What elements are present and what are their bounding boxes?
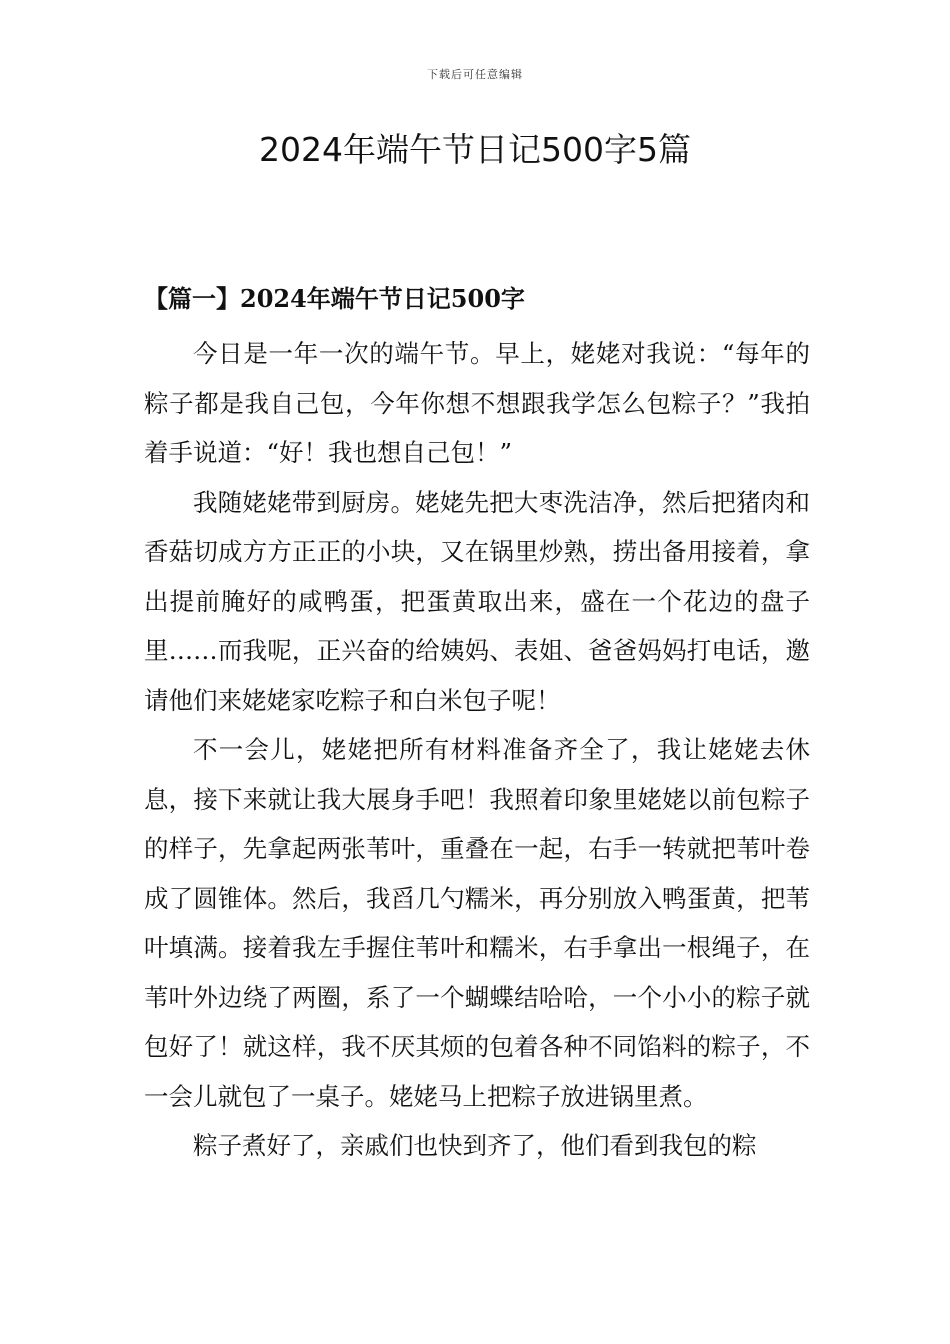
header-note: 下载后可任意编辑 [427,68,523,81]
document-body [144,329,810,1171]
paragraph: 我随姥姥带到厨房。姥姥先把大枣洗洁净，然后把猪肉和香菇切成方方正正的小块，又在锅里炒熟，捞出备用接着，拿出提前腌好的咸鸭蛋，把蛋黄取出来，盛在一个花边的盘子里……而我呢，正兴奋的给姨妈、表姐、爸爸妈妈打电话，邀请他们来姥姥家吃粽子和白米包子呢！ [144,487,810,715]
paragraph: 不一会儿，姥姥把所有材料准备齐全了，我让姥姥去休息，接下来就让我大展身手吧！我照着印象里姥姥以前包粽子的样子，先拿起两张苇叶，重叠在一起，右手一转就把苇叶卷成了圆锥体。然后，我舀几勺糯米，再分别放入鸭蛋黄，把苇叶填满。接着我左手握住苇叶和糯米，右手拿出一根绳子，在苇叶外边绕了两圈，系了一个蝴蝶结哈哈，一个小小的粽子就包好了！就这样，我不厌其烦的包着各种不同馅料的粽子，不一会儿就包了一桌子。姥姥马上把粽子放进锅里煮。 [144,735,810,1111]
document-title: 2024年端午节日记500字5篇 [259,130,691,169]
section-heading: 【篇一】2024年端午节日记500字 [144,284,525,313]
paragraph: 今日是一年一次的端午节。早上，姥姥对我说：“每年的粽子都是我自己包，今年你想不想跟我学怎么包粽子？”我拍着手说道：“好！我也想自己包！” [144,339,810,467]
paragraph: 粽子煮好了，亲戚们也快到齐了，他们看到我包的粽 [193,1131,757,1160]
